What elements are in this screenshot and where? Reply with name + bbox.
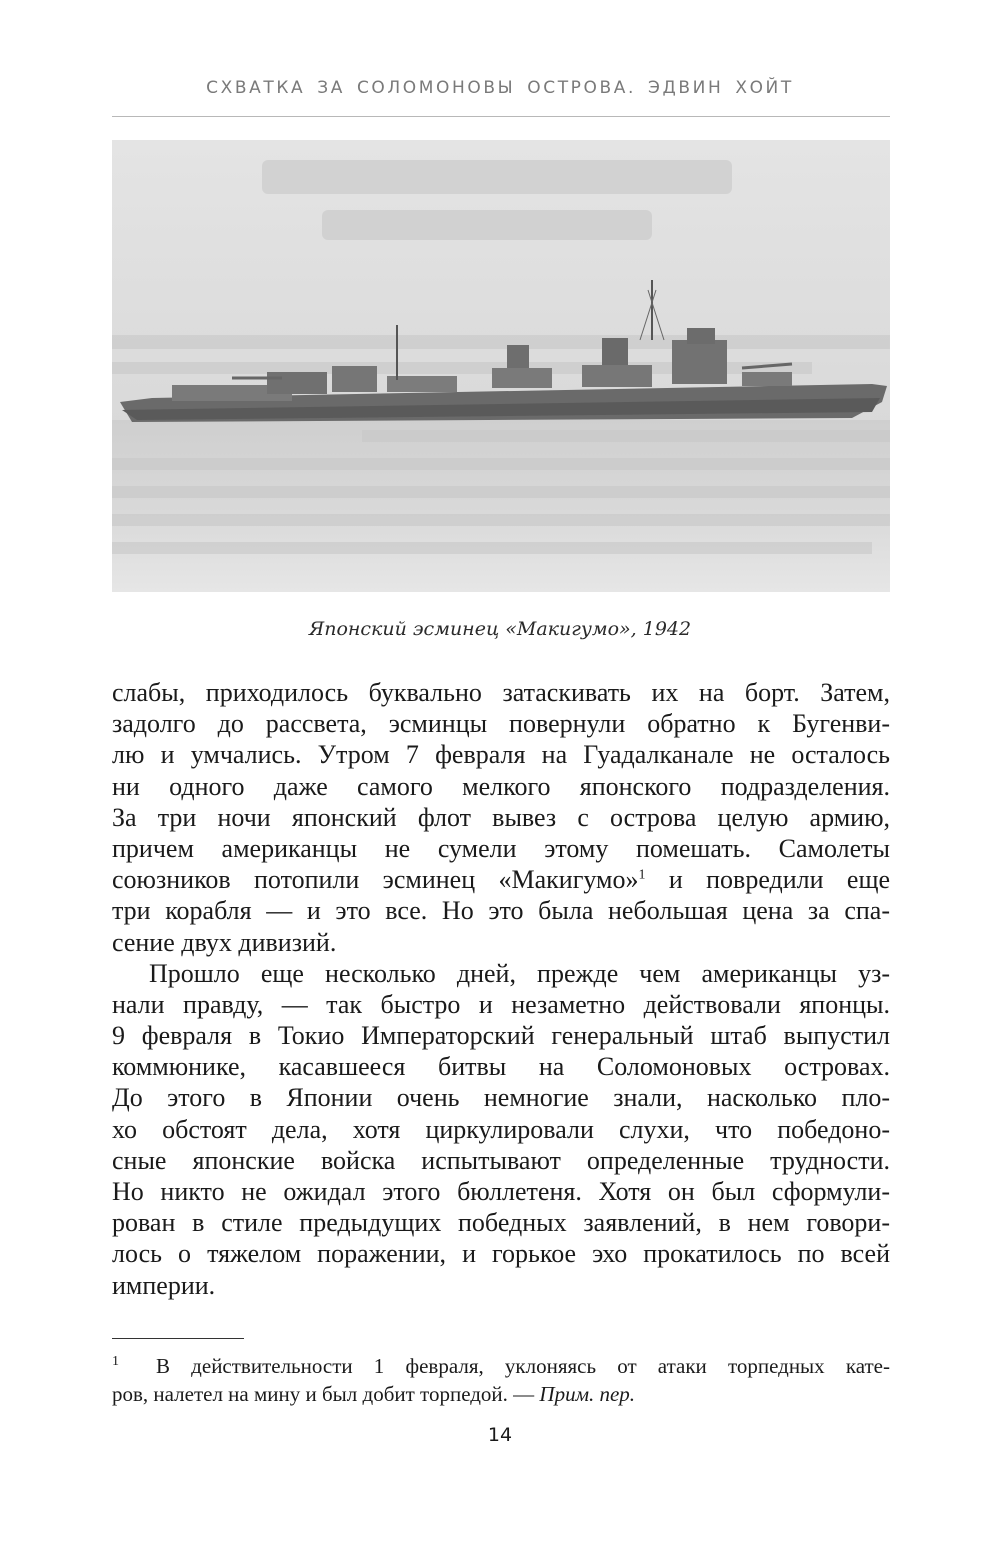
- text-line: До этого в Японии очень немногие знали, насколько пло-: [112, 1083, 890, 1113]
- text-line: задолго до рассвета, эсминцы повернули обратно к Бугенви-: [112, 709, 890, 739]
- footnote-text: ров, налетел на мину и был добит торпедой. —: [112, 1382, 540, 1406]
- text-line: сение двух дивизий.: [112, 927, 337, 957]
- destroyer-photo: [112, 140, 890, 592]
- text-line: империи.: [112, 1270, 216, 1300]
- running-header: СХВАТКА ЗА СОЛОМОНОВЫ ОСТРОВА. ЭДВИН ХОЙТ: [206, 78, 794, 98]
- text-line: слабы, приходилось буквально затаскивать их на борт. Затем,: [112, 678, 890, 707]
- translator-note: Прим. пер.: [539, 1382, 636, 1406]
- text-line: За три ночи японский флот вывез с острова целую армию,: [112, 802, 890, 832]
- header-divider: [112, 116, 890, 117]
- body-text: [112, 677, 890, 1301]
- text-line: Прошло еще несколько дней, прежде чем американцы уз-: [149, 958, 890, 988]
- footnote-line: В действительности 1 февраля, уклоняясь от атаки торпедных кате-: [156, 1354, 890, 1378]
- footnote-line: [112, 1380, 890, 1408]
- footnote: [112, 1352, 890, 1408]
- text-line: лось о тяжелом поражении, и горькое эхо прокатилось по всей: [112, 1239, 890, 1269]
- text-line: три корабля — и это все. Но это была небольшая цена за спа-: [112, 896, 890, 926]
- footnote-reference[interactable]: 1: [638, 867, 646, 883]
- text-line: Но никто не ожидал этого бюллетеня. Хотя он был сформули-: [112, 1177, 890, 1206]
- text-line: ни одного даже самого мелкого японского подразделения.: [112, 771, 890, 801]
- text-line: рован в стиле предыдущих победных заявлений, в нем говори-: [112, 1208, 890, 1238]
- footnote-divider: [112, 1338, 244, 1339]
- text-line: хо обстоят дела, хотя циркулировали слухи, что победоно-: [112, 1114, 890, 1144]
- text-segment: союзников потопили эсминец «Макигумо»: [112, 865, 639, 895]
- text-line: коммюнике, касавшееся битвы на Соломоновых островах.: [112, 1052, 890, 1082]
- figure-caption: Японский эсминец «Макигумо», 1942: [308, 618, 692, 640]
- text-line: сные японские войска испытывают определенные трудности.: [112, 1145, 890, 1175]
- text-segment: и повредили еще: [668, 865, 891, 895]
- text-line: причем американцы не сумели этому помешать. Самолеты: [112, 833, 890, 863]
- text-line: 9 февраля в Токио Императорский генеральный штаб выпустил: [112, 1021, 890, 1051]
- text-line-with-footnote: [112, 864, 890, 895]
- text-line: нали правду, — так быстро и незаметно действовали японцы.: [112, 989, 890, 1019]
- footnote-mark: 1: [112, 1354, 119, 1369]
- text-line: лю и умчались. Утром 7 февраля на Гуадалканале не осталось: [112, 740, 890, 770]
- page-number: 14: [487, 1424, 513, 1446]
